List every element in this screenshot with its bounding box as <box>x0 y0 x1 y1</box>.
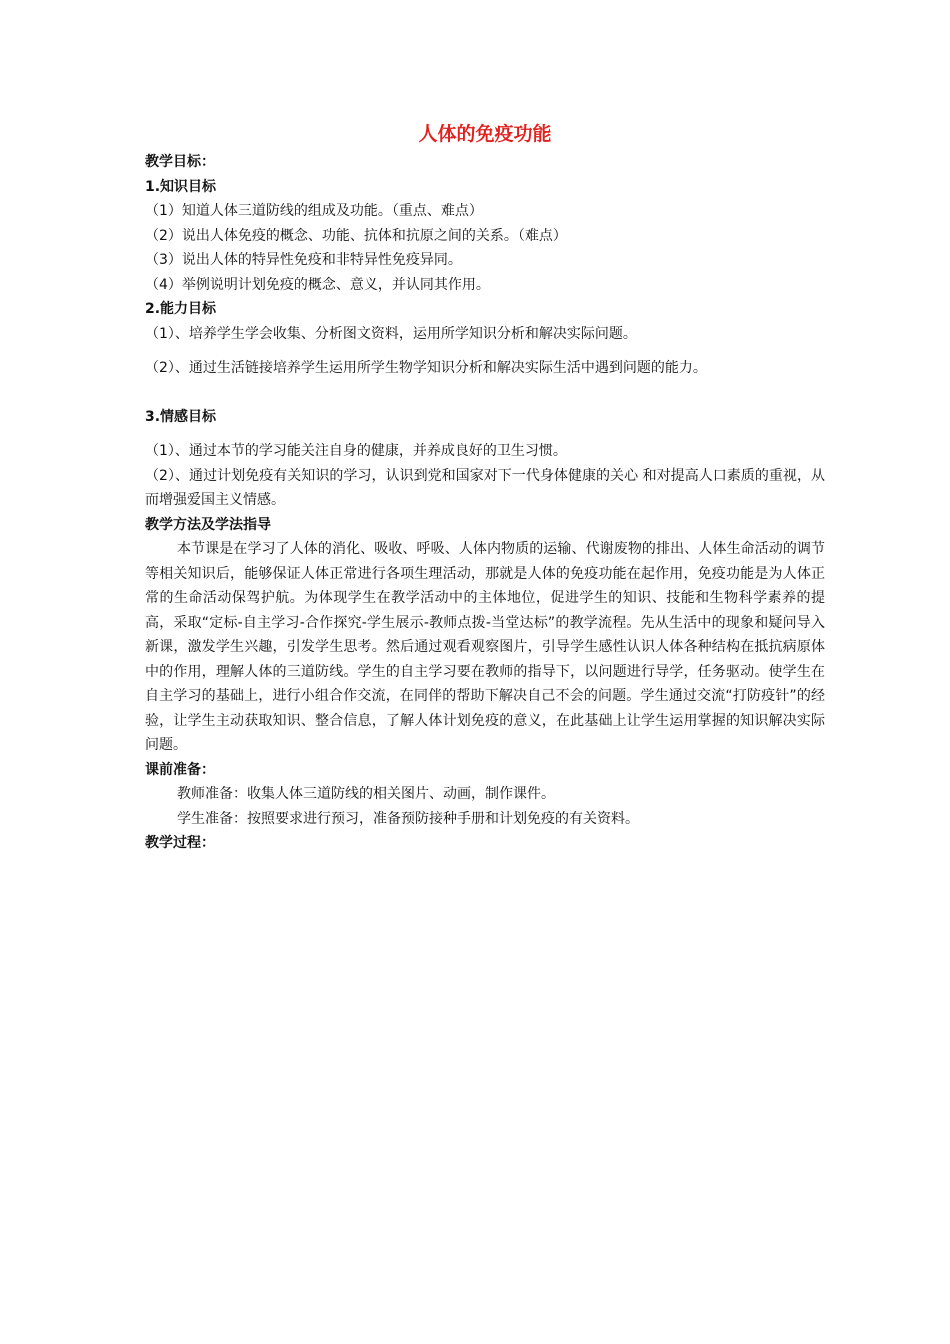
knowledge-goal-item: （1）知道人体三道防线的组成及功能。（重点、难点） <box>145 203 483 219</box>
process-heading: 教学过程： <box>145 835 215 851</box>
emotion-goal-item: （2）、通过计划免疫有关知识的学习，认识到党和国家对下一代身体健康的关心 和对提高人口素质的重视，从而增强爱国主义情感。 <box>145 467 825 508</box>
knowledge-goals-heading: 1.知识目标 <box>145 178 217 195</box>
preparation-heading: 课前准备： <box>145 761 215 778</box>
knowledge-goal-item: （2）说出人体免疫的概念、功能、抗体和抗原之间的关系。（难点） <box>145 227 567 244</box>
emotion-goal-item: （1）、通过本节的学习能关注自身的健康，并养成良好的卫生习惯。 <box>145 443 567 459</box>
ability-goals-heading: 2.能力目标 <box>145 301 217 317</box>
document-title: 人体的免疫功能 <box>418 123 552 145</box>
knowledge-goal-item: （4）举例说明计划免疫的概念、意义，并认同其作用。 <box>145 276 490 293</box>
teacher-preparation: 教师准备：收集人体三道防线的相关图片、动画，制作课件。 <box>177 786 555 802</box>
methods-paragraph: 本节课是在学习了人体的消化、吸收、呼吸、人体内物质的运输、代谢废物的排出、人体生命活动的调节等相关知识后，能够保证人体正常进行各项生理活动，那就是人体的免疫功能在起作用，免疫功能是为人体正常的生命活动保驾护航。为体现学生在教学活动中的主体地位，促进学生的知识、技能和生物科学素养的提高，采取“定标-自主学习-合作探究-学生展示-教师点拨-当堂达标”的教学流程。先从生活中的现象和疑问导入新课，激发学生兴趣，引发学生思考。然后通过观看观察图片，引导学生感性认识人体各种结构在抵抗病原体中的作用，理解人体的三道防线。学生的自主学习要在教师的指导下，以问题进行导学，任务驱动。使学生在自主学习的基础上，进行小组合作交流，在同伴的帮助下解决自己不会的问题。学生通过交流“打防疫针”的经验，让学生主动获取知识、整合信息，了解人体计划免疫的意义，在此基础上让学生运用掌握的知识解决实际问题。 <box>145 541 825 753</box>
ability-goal-item: （2）、通过生活链接培养学生运用所学生物学知识分析和解决实际生活中遇到问题的能力。 <box>145 360 707 376</box>
document-body <box>145 120 825 856</box>
spacer <box>145 429 825 439</box>
methods-heading: 教学方法及学法指导 <box>145 516 271 533</box>
ability-goal-item: （1）、培养学生学会收集、分析图文资料，运用所学知识分析和解决实际问题。 <box>145 325 637 342</box>
spacer <box>145 346 825 356</box>
objectives-heading: 教学目标： <box>145 154 215 170</box>
knowledge-goal-item: （3）说出人体的特异性免疫和非特异性免疫异同。 <box>145 252 462 268</box>
spacer <box>145 381 825 405</box>
student-preparation: 学生准备：按照要求进行预习，准备预防接种手册和计划免疫的有关资料。 <box>177 810 639 827</box>
emotion-goals-heading: 3.情感目标 <box>145 408 217 425</box>
